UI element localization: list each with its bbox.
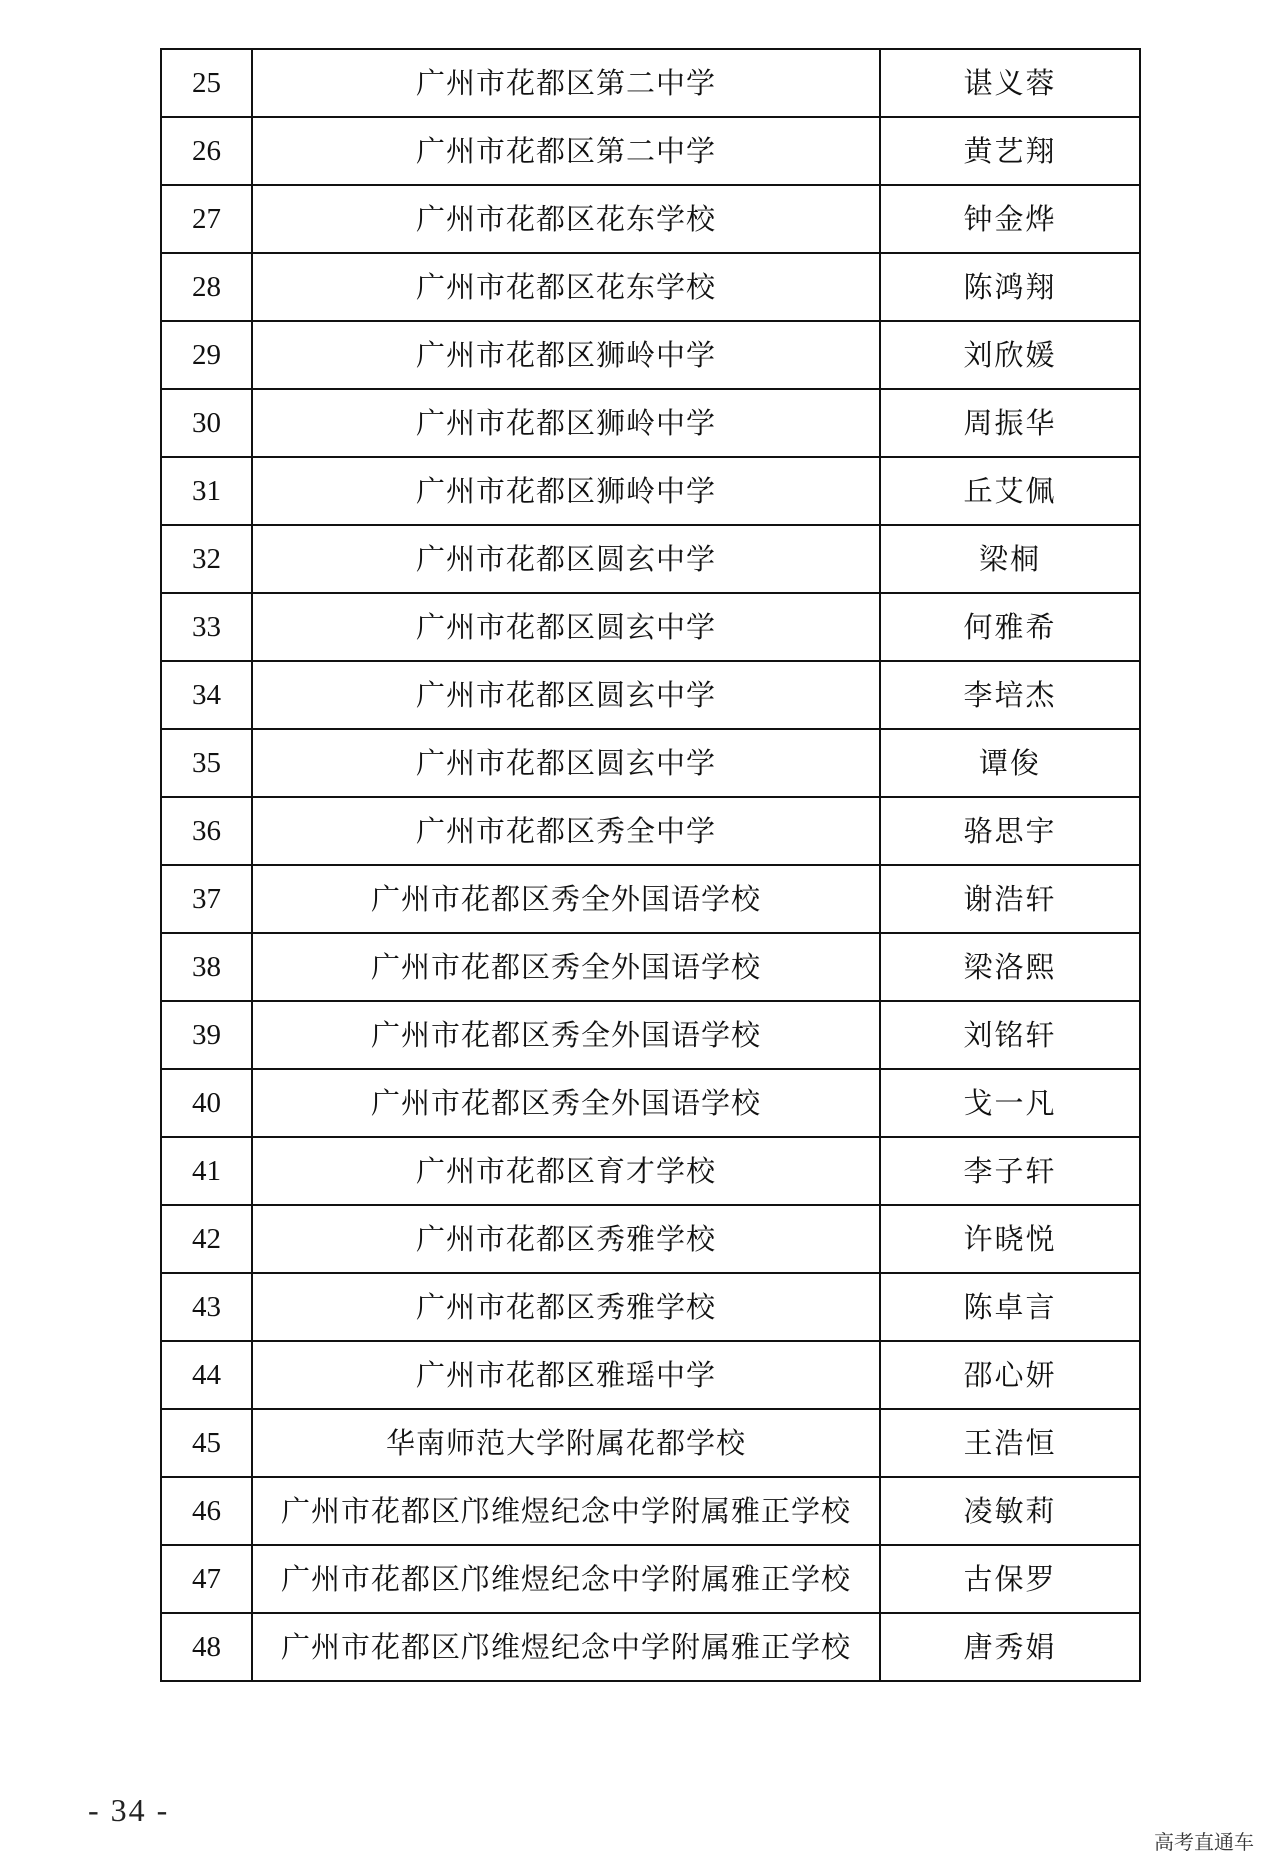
- school-name: 广州市花都区秀全外国语学校: [252, 865, 880, 933]
- row-number: 28: [161, 253, 252, 321]
- student-name: 梁洛熙: [880, 933, 1140, 1001]
- school-name: 广州市花都区雅瑶中学: [252, 1341, 880, 1409]
- student-name: 王浩恒: [880, 1409, 1140, 1477]
- row-number: 37: [161, 865, 252, 933]
- student-name: 刘欣媛: [880, 321, 1140, 389]
- row-number: 31: [161, 457, 252, 525]
- page-number: - 34 -: [88, 1792, 170, 1828]
- school-name: 广州市花都区秀全外国语学校: [252, 1001, 880, 1069]
- table-row: [161, 933, 1140, 1001]
- school-name: 广州市花都区第二中学: [252, 49, 880, 117]
- school-name: 广州市花都区第二中学: [252, 117, 880, 185]
- school-name: 广州市花都区邝维煜纪念中学附属雅正学校: [252, 1477, 880, 1545]
- table-row: [161, 593, 1140, 661]
- student-name: 李子轩: [880, 1137, 1140, 1205]
- school-name: 广州市花都区圆玄中学: [252, 525, 880, 593]
- row-number: 39: [161, 1001, 252, 1069]
- student-name: 许晓悦: [880, 1205, 1140, 1273]
- table-row: [161, 525, 1140, 593]
- school-name: 广州市花都区花东学校: [252, 185, 880, 253]
- table-row: [161, 1273, 1140, 1341]
- student-name: 李培杰: [880, 661, 1140, 729]
- row-number: 35: [161, 729, 252, 797]
- school-name: 广州市花都区秀全外国语学校: [252, 933, 880, 1001]
- school-name: 广州市花都区邝维煜纪念中学附属雅正学校: [252, 1613, 880, 1681]
- table-row: [161, 389, 1140, 457]
- school-name: 广州市花都区花东学校: [252, 253, 880, 321]
- row-number: 29: [161, 321, 252, 389]
- student-name: 谢浩轩: [880, 865, 1140, 933]
- row-number: 36: [161, 797, 252, 865]
- table-row: [161, 1001, 1140, 1069]
- row-number: 32: [161, 525, 252, 593]
- student-name: 刘铭轩: [880, 1001, 1140, 1069]
- school-name: 广州市花都区秀雅学校: [252, 1273, 880, 1341]
- student-name: 邵心妍: [880, 1341, 1140, 1409]
- table-row: [161, 1545, 1140, 1613]
- table-row: [161, 49, 1140, 117]
- row-number: 42: [161, 1205, 252, 1273]
- student-name: 周振华: [880, 389, 1140, 457]
- student-name: 凌敏莉: [880, 1477, 1140, 1545]
- school-name: 华南师范大学附属花都学校: [252, 1409, 880, 1477]
- row-number: 27: [161, 185, 252, 253]
- student-name: 何雅希: [880, 593, 1140, 661]
- roster-table: [160, 48, 1141, 1682]
- row-number: 46: [161, 1477, 252, 1545]
- school-name: 广州市花都区秀全中学: [252, 797, 880, 865]
- student-name: 黄艺翔: [880, 117, 1140, 185]
- row-number: 47: [161, 1545, 252, 1613]
- row-number: 33: [161, 593, 252, 661]
- school-name: 广州市花都区狮岭中学: [252, 321, 880, 389]
- school-name: 广州市花都区邝维煜纪念中学附属雅正学校: [252, 1545, 880, 1613]
- school-name: 广州市花都区秀雅学校: [252, 1205, 880, 1273]
- student-name: 梁桐: [880, 525, 1140, 593]
- table-row: [161, 1341, 1140, 1409]
- school-name: 广州市花都区圆玄中学: [252, 729, 880, 797]
- student-name: 戈一凡: [880, 1069, 1140, 1137]
- table-row: [161, 1613, 1140, 1681]
- student-name: 骆思宇: [880, 797, 1140, 865]
- table-row: [161, 117, 1140, 185]
- school-name: 广州市花都区圆玄中学: [252, 661, 880, 729]
- row-number: 38: [161, 933, 252, 1001]
- school-name: 广州市花都区秀全外国语学校: [252, 1069, 880, 1137]
- row-number: 25: [161, 49, 252, 117]
- table-row: [161, 729, 1140, 797]
- student-name: 钟金烨: [880, 185, 1140, 253]
- watermark-text: 高考直通车: [1154, 1830, 1254, 1854]
- table-row: [161, 661, 1140, 729]
- school-name: 广州市花都区育才学校: [252, 1137, 880, 1205]
- row-number: 34: [161, 661, 252, 729]
- row-number: 43: [161, 1273, 252, 1341]
- school-name: 广州市花都区狮岭中学: [252, 389, 880, 457]
- row-number: 41: [161, 1137, 252, 1205]
- school-name: 广州市花都区狮岭中学: [252, 457, 880, 525]
- row-number: 40: [161, 1069, 252, 1137]
- table-row: [161, 1069, 1140, 1137]
- table-row: [161, 253, 1140, 321]
- student-name: 陈鸿翔: [880, 253, 1140, 321]
- student-name: 谭俊: [880, 729, 1140, 797]
- row-number: 48: [161, 1613, 252, 1681]
- student-name: 古保罗: [880, 1545, 1140, 1613]
- table-row: [161, 1477, 1140, 1545]
- table-row: [161, 457, 1140, 525]
- student-name: 唐秀娟: [880, 1613, 1140, 1681]
- table-row: [161, 185, 1140, 253]
- table-row: [161, 321, 1140, 389]
- row-number: 44: [161, 1341, 252, 1409]
- table-row: [161, 1137, 1140, 1205]
- row-number: 45: [161, 1409, 252, 1477]
- table-row: [161, 1409, 1140, 1477]
- roster-body: [161, 49, 1140, 1681]
- student-name: 丘艾佩: [880, 457, 1140, 525]
- student-name: 陈卓言: [880, 1273, 1140, 1341]
- row-number: 30: [161, 389, 252, 457]
- table-row: [161, 865, 1140, 933]
- table-row: [161, 797, 1140, 865]
- table-row: [161, 1205, 1140, 1273]
- student-name: 谌义蓉: [880, 49, 1140, 117]
- school-name: 广州市花都区圆玄中学: [252, 593, 880, 661]
- row-number: 26: [161, 117, 252, 185]
